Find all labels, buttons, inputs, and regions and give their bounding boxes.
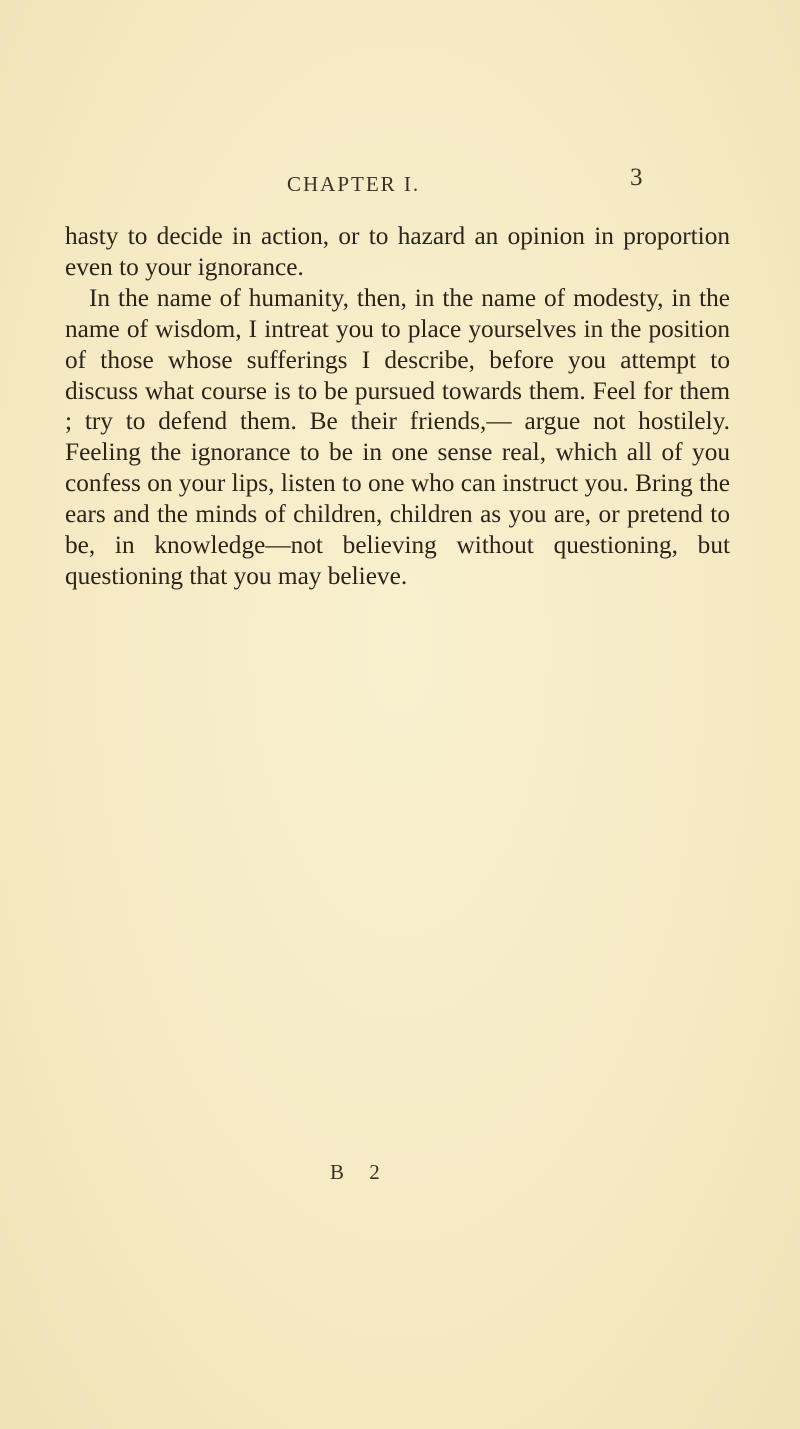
body-text bbox=[65, 221, 730, 592]
paragraph-main: In the name of humanity, then, in the name of modesty, in the name of wisdom, I intreat you to place yourselves in the position of those whose sufferings I describe, before you attempt to discuss what course is to be pursued towards them. Feel for them ; try to defend them. Be their friends,— argue not hostilely. Feeling the ignorance to be in one sense real, which all of you confess on your lips, listen to one who can instruct you. Bring the ears and the minds of children, children as you are, or pretend to be, in knowledge—not believing without questioning, but questioning that you may believe. bbox=[65, 283, 730, 590]
signature-mark: B 2 bbox=[330, 1160, 390, 1184]
paragraph-continuation: hasty to decide in action, or to hazard an opinion in proportion even to your ignorance. bbox=[65, 222, 730, 281]
running-head bbox=[0, 164, 800, 202]
chapter-heading: CHAPTER I. bbox=[287, 172, 421, 196]
page-number: 3 bbox=[630, 164, 643, 191]
